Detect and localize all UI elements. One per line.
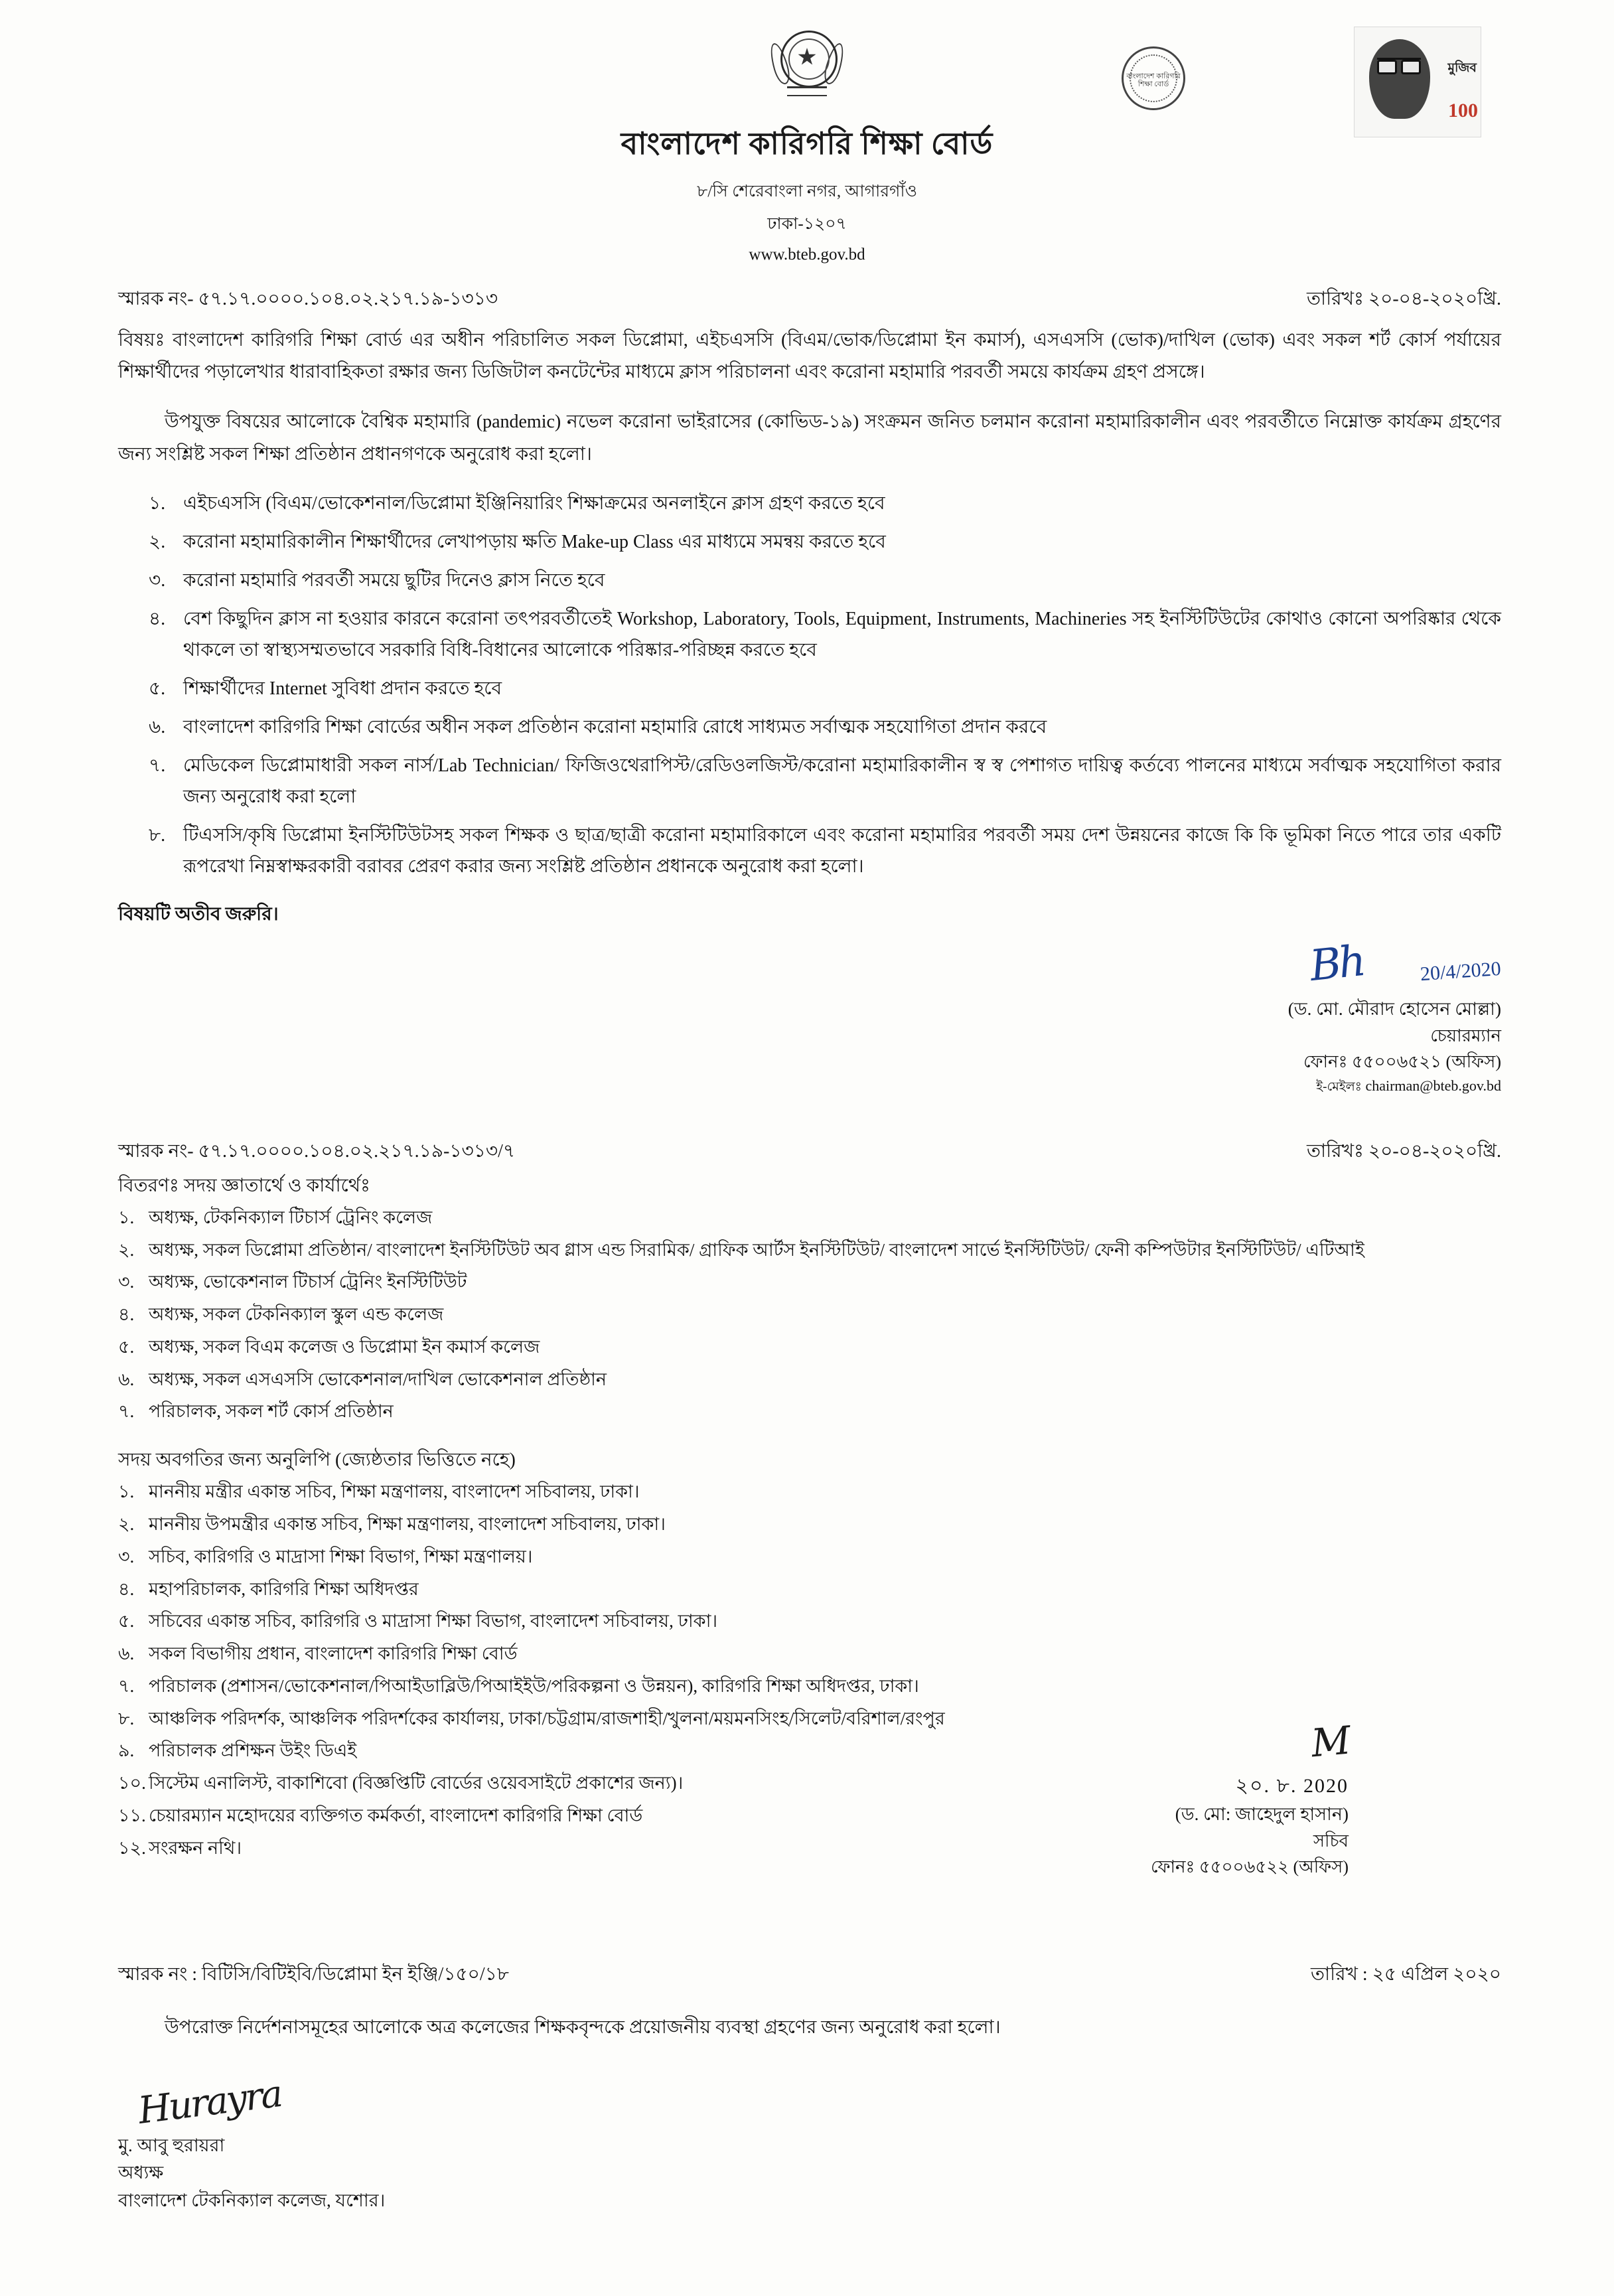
- list-item-text: সচিবের একান্ত সচিব, কারিগরি ও মাদ্রাসা শিক্ষা বিভাগ, বাংলাদেশ সচিবালয়, ঢাকা।: [149, 1611, 718, 1632]
- distribution-section: [118, 1171, 1501, 1427]
- secretary-signature-block: [118, 1713, 1501, 1880]
- chairman-name: (ড. মো. মৌরাদ হোসেন মোল্লা): [1287, 999, 1501, 1020]
- list-item-text: সংরক্ষন নথি।: [149, 1837, 242, 1858]
- website-url: www.bteb.gov.bd: [749, 246, 865, 264]
- list-item-text: অধ্যক্ষ, সকল টেকনিক্যাল স্কুল এন্ড কলেজ: [149, 1304, 444, 1325]
- list-item: [118, 1365, 1501, 1395]
- memo-date: ২০-০৪-২০২০খ্রি.: [1368, 289, 1501, 309]
- list-item-number: ৬.: [118, 1369, 135, 1389]
- footer-date-label: তারিখ :: [1311, 1963, 1368, 1985]
- address-line-2: ঢাকা-১২০৭: [767, 215, 847, 233]
- distribution-title: বিতরণঃ সদয় জ্ঞাতার্থে ও কার্যার্থেঃ: [118, 1175, 370, 1196]
- chairman-handwritten-signature: Bh: [1307, 937, 1366, 992]
- list-item-text: শিক্ষার্থীদের Internet সুবিধা প্রদান করতে হবে: [183, 678, 502, 699]
- list-item-number: ৭.: [149, 755, 166, 776]
- list-item-number: ৫.: [149, 678, 166, 699]
- memo-number-2: ৫৭.১৭.০০০০.১০৪.০২.২১৭.১৯-১৩১৩/৭: [198, 1141, 516, 1162]
- directives-list: [118, 488, 1501, 882]
- memo-label: স্মারক নং-: [118, 289, 194, 309]
- footer-date-group: [1311, 1959, 1501, 1989]
- memo-row-2: [118, 1136, 1501, 1166]
- list-item: [118, 1203, 1501, 1233]
- footer-memo-number: বিটিসি/বিটিইবি/ডিপ্লোমা ইন ইঞ্জি/১৫০/১৮: [202, 1963, 509, 1985]
- footer-date: ২৫ এপ্রিল ২০২০: [1372, 1963, 1501, 1985]
- list-item-text: আঞ্চলিক পরিদর্শক, আঞ্চলিক পরিদর্শকের কার্যালয়, ঢাকা/চট্টগ্রাম/রাজশাহী/খুলনা/ময়মনসিংহ/সিলেট/বরিশাল/রংপুর: [149, 1708, 945, 1728]
- list-item-text: চেয়ারম্যান মহোদয়ের ব্যক্তিগত কর্মকর্তা, বাংলাদেশ কারিগরি শিক্ষা বোর্ড: [149, 1805, 643, 1825]
- list-item-number: ১.: [118, 1207, 135, 1227]
- list-item-text: মাননীয় উপমন্ত্রীর একান্ত সচিব, শিক্ষা মন্ত্রণালয়, বাংলাদেশ সচিবালয়, ঢাকা।: [149, 1514, 666, 1535]
- principal-role: অধ্যক্ষ: [118, 2163, 164, 2183]
- chairman-email-label: ই-মেইলঃ: [1316, 1079, 1362, 1094]
- list-item: [149, 603, 1501, 666]
- list-item: [118, 1543, 1501, 1572]
- list-item-text: পরিচালক (প্রশাসন/ভোকেশনাল/পিআইডাব্লিউ/পিআইইউ/পরিকল্পনা ও উন্নয়ন), কারিগরি শিক্ষা অধিদপ্তর, ঢাকা।: [149, 1675, 919, 1696]
- list-item-number: ৬.: [118, 1644, 135, 1664]
- list-item-number: ৩.: [118, 1272, 135, 1292]
- chairman-email: chairman@bteb.gov.bd: [1365, 1077, 1501, 1094]
- memo-number-group-2: [118, 1136, 515, 1166]
- college-endorsement: [118, 1959, 1501, 2215]
- list-item-number: ২.: [149, 531, 166, 552]
- memo-row: [118, 284, 1501, 314]
- footer-paragraph: উপরোক্ত নির্দেশনাসমূহের আলোকে অত্র কলেজের শিক্ষকবৃন্দকে প্রয়োজনীয় ব্যবস্থা গ্রহণের জন্য অনুরোধ করা হলো।: [165, 2017, 1001, 2038]
- list-item: [118, 1672, 1501, 1701]
- list-item-number: ১.: [118, 1482, 135, 1502]
- board-seal-icon: [1122, 46, 1185, 110]
- list-item-text: অধ্যক্ষ, সকল ডিপ্লোমা প্রতিষ্ঠান/ বাংলাদেশ ইনস্টিটিউট অব গ্লাস এন্ড সিরামিক/ গ্রাফিক আর্টস ইনস্টিটিউট/ বাংলাদেশ সার্ভে ইনস্টিটিউট/ ফেনী কম্পিউটার ইনস্টিটিউট/ এটিআই: [149, 1239, 1364, 1260]
- list-item-text: মেডিকেল ডিপ্লোমাধারী সকল নার্স/Lab Technician/ ফিজিওথেরাপিস্ট/রেডিওলজিস্ট/করোনা মহামারিকালীন স্ব স্ব পেশাগত দায়িত্ব কর্তব্যে পালনের মাধ্যমে সর্বাত্মক সহযোগিতা করার জন্য অনুরোধ করা হলো: [183, 755, 1501, 807]
- list-item-number: ৪.: [149, 608, 166, 629]
- distribution-list: [118, 1203, 1501, 1426]
- list-item-text: সকল বিভাগীয় প্রধান, বাংলাদেশ কারিগরি শিক্ষা বোর্ড: [149, 1644, 518, 1664]
- list-item-text: সিস্টেম এনালিস্ট, বাকাশিবো (বিজ্ঞপ্তিটি বোর্ডের ওয়েবসাইটে প্রকাশের জন্য)।: [149, 1773, 684, 1794]
- chairman-phone: ফোনঃ ৫৫০০৬৫২১ (অফিস): [1303, 1051, 1501, 1071]
- list-item: [149, 673, 1501, 704]
- mujib-logo-label: মুজিব: [1447, 61, 1477, 75]
- list-item: [149, 488, 1501, 519]
- list-item: [118, 1397, 1501, 1426]
- memo-label-2: স্মারক নং-: [118, 1141, 194, 1162]
- footer-memo-label: স্মারক নং :: [118, 1963, 198, 1985]
- list-item-number: ৬.: [149, 716, 166, 737]
- secretary-handwritten-date: ২০. ৮. 2020: [1235, 1775, 1349, 1798]
- list-item-number: ৪.: [118, 1304, 135, 1325]
- list-item-number: ৫.: [118, 1336, 135, 1357]
- list-item-text: অধ্যক্ষ, সকল এসএসসি ভোকেশনাল/দাখিল ভোকেশনাল প্রতিষ্ঠান: [149, 1369, 607, 1389]
- list-item: [149, 526, 1501, 558]
- list-item-number: ৪.: [118, 1578, 135, 1599]
- mujib-logo-year: 100: [1448, 100, 1478, 121]
- principal-signature-block: [118, 2074, 1501, 2215]
- secretary-phone: ফোনঃ ৫৫০০৬৫২২ (অফিস): [1150, 1857, 1349, 1876]
- list-item-number: ৭.: [118, 1401, 135, 1422]
- memo-date-2: ২০-০৪-২০২০খ্রি.: [1368, 1141, 1501, 1162]
- list-item-number: ৩.: [118, 1546, 135, 1567]
- footer-memo-row: [118, 1959, 1501, 1989]
- memo-number: ৫৭.১৭.০০০০.১০৪.০২.২১৭.১৯-১৩১৩: [198, 289, 498, 309]
- list-item-text: টিএসসি/কৃষি ডিপ্লোমা ইনস্টিটিউটসহ সকল শিক্ষক ও ছাত্র/ছাত্রী করোনা মহামারিকালে এবং করোনা মহামারির পরবর্তী সময় দেশ উন্নয়নের কাজে কি কি ভূমিকা নিতে পারে তার একটি রূপরেখা নিম্নস্বাক্ষরকারী বরাবর প্রেরণ করার জন্য সংশ্লিষ্ট প্রতিষ্ঠান প্রধানকে অনুরোধ করা হলো।: [183, 824, 1501, 877]
- letter-body: [0, 284, 1614, 2215]
- list-item-number: ৫.: [118, 1611, 135, 1632]
- list-item-text: বেশ কিছুদিন ক্লাস না হওয়ার কারনে করোনা তৎপরবর্তীতেই Workshop, Laboratory, Tools, Equipment, Instruments, Machineries সহ ইনস্টিটিউটের কোথাও কোনো অপরিষ্কার থেকে থাকলে তা স্বাস্থ্যসম্মতভাবে সরকারি বিধি-বিধানের আলোকে পরিষ্কার-পরিচ্ছন্ন করতে হবে: [183, 608, 1501, 660]
- list-item: [118, 1510, 1501, 1539]
- list-item: [118, 1478, 1501, 1507]
- list-item-text: অধ্যক্ষ, টেকনিক্যাল টিচার্স ট্রেনিং কলেজ: [149, 1207, 433, 1227]
- list-item-number: ২.: [118, 1514, 135, 1535]
- board-name: বাংলাদেশ কারিগরি শিক্ষা বোর্ড: [621, 127, 993, 161]
- memo-date-group-2: [1307, 1136, 1501, 1166]
- list-item-number: ৯.: [118, 1740, 135, 1761]
- list-item-text: অধ্যক্ষ, ভোকেশনাল টিচার্স ট্রেনিং ইনস্টিটিউট: [149, 1272, 467, 1292]
- list-item: [149, 820, 1501, 882]
- list-item: [118, 1607, 1501, 1636]
- list-item: [149, 712, 1501, 743]
- principal-name: মু. আবু হুরায়রা: [118, 2135, 225, 2155]
- letterhead: [0, 0, 1614, 264]
- board-seal-text: বাংলাদেশ কারিগরি শিক্ষা বোর্ড: [1126, 72, 1181, 89]
- list-item-number: ৮.: [118, 1708, 135, 1728]
- date-label: তারিখঃ: [1307, 289, 1364, 309]
- address-line-1: ৮/সি শেরেবাংলা নগর, আগারগাঁও: [696, 183, 917, 200]
- list-item-text: পরিচালক প্রশিক্ষন উইং ডিএই: [149, 1740, 357, 1761]
- list-item-number: ৮.: [149, 824, 166, 846]
- government-emblem-icon: [771, 29, 843, 117]
- principal-institute: বাংলাদেশ টেকনিক্যাল কলেজ, যশোর।: [118, 2190, 386, 2211]
- list-item-number: ২.: [118, 1239, 135, 1260]
- chairman-email-row: [118, 1075, 1501, 1097]
- chairman-role: চেয়ারম্যান: [1430, 1026, 1501, 1045]
- list-item: [149, 565, 1501, 596]
- secretary-name: (ড. মো: জাহেদুল হাসান): [1175, 1804, 1349, 1825]
- list-item: [118, 1575, 1501, 1604]
- mujib-borsho-logo-icon: [1354, 27, 1481, 137]
- list-item: [118, 1640, 1501, 1669]
- chairman-signature-block: [118, 932, 1501, 1097]
- footer-memo-group: [118, 1959, 509, 1989]
- secretary-role: সচিব: [1313, 1831, 1349, 1851]
- list-item: [118, 1300, 1501, 1330]
- list-item-text: মহাপরিচালক, কারিগরি শিক্ষা অধিদপ্তর: [149, 1578, 419, 1599]
- copy-to-title: সদয় অবগতির জন্য অনুলিপি (জ্যেষ্ঠতার ভিত্তিতে নহে): [118, 1450, 516, 1471]
- list-item: [118, 1268, 1501, 1297]
- list-item-number: ১২.: [118, 1837, 146, 1858]
- secretary-handwritten-signature: M: [1309, 1717, 1351, 1766]
- subject-label: বিষয়ঃ: [118, 330, 165, 351]
- list-item: [118, 1236, 1501, 1265]
- list-item-text: অধ্যক্ষ, সকল বিএম কলেজ ও ডিপ্লোমা ইন কমার্স কলেজ: [149, 1336, 540, 1357]
- list-item-text: সচিব, কারিগরি ও মাদ্রাসা শিক্ষা বিভাগ, শিক্ষা মন্ত্রণালয়।: [149, 1546, 533, 1567]
- list-item-text: বাংলাদেশ কারিগরি শিক্ষা বোর্ডের অধীন সকল প্রতিষ্ঠান করোনা মহামারি রোধে সাধ্যমত সর্বাত্মক সহযোগিতা প্রদান করবে: [183, 716, 1047, 737]
- list-item-text: পরিচালক, সকল শর্ট কোর্স প্রতিষ্ঠান: [149, 1401, 394, 1422]
- list-item-number: ১০.: [118, 1773, 146, 1794]
- date-label-2: তারিখঃ: [1307, 1141, 1364, 1162]
- list-item-number: ৩.: [149, 570, 166, 591]
- list-item: [118, 1333, 1501, 1362]
- list-item-text: করোনা মহামারি পরবর্তী সময়ে ছুটির দিনেও ক্লাস নিতে হবে: [183, 570, 605, 591]
- list-item-text: মাননীয় মন্ত্রীর একান্ত সচিব, শিক্ষা মন্ত্রণালয়, বাংলাদেশ সচিবালয়, ঢাকা।: [149, 1482, 640, 1502]
- intro-paragraph: উপযুক্ত বিষয়ের আলোকে বৈশ্বিক মহামারি (pandemic) নভেল করোনা ভাইরাসের (কোভিড-১৯) সংক্রমন জনিত চলমান করোনা মহামারিকালীন এবং পরবর্তীতে নিম্নোক্ত কার্যক্রম গ্রহণের জন্য সংশ্লিষ্ট সকল শিক্ষা প্রতিষ্ঠান প্রধানগণকে অনুরোধ করা হলো।: [118, 411, 1501, 465]
- urgent-note: বিষয়টি অতীব জরুরি।: [118, 903, 279, 925]
- chairman-handwritten-date: 20/4/2020: [1420, 958, 1503, 986]
- list-item-number: ১.: [149, 493, 166, 514]
- principal-handwritten-signature: Hurayra: [135, 2072, 283, 2133]
- memo-date-group: [1307, 284, 1501, 314]
- list-item-number: ৭.: [118, 1675, 135, 1696]
- list-item-number: ১১.: [118, 1805, 146, 1825]
- list-item-text: এইচএসসি (বিএম/ভোকেশনাল/ডিপ্লোমা ইঞ্জিনিয়ারিং শিক্ষাক্রমের অনলাইনে ক্লাস গ্রহণ করতে হবে: [183, 493, 885, 514]
- list-item-text: করোনা মহামারিকালীন শিক্ষার্থীদের লেখাপড়ায় ক্ষতি Make-up Class এর মাধ্যমে সমন্বয় করতে হবে: [183, 531, 886, 552]
- memo-number-group: [118, 284, 498, 314]
- subject-text: বাংলাদেশ কারিগরি শিক্ষা বোর্ড এর অধীন পরিচালিত সকল ডিপ্লোমা, এইচএসসি (বিএম/ভোক/ডিপ্লোমা ইন কমার্স), এসএসসি (ভোক)/দাখিল (ভোক) এবং সকল শর্ট কোর্স পর্যায়ের শিক্ষার্থীদের পড়ালেখার ধারাবাহিকতা রক্ষার জন্য ডিজিটাল কনটেন্টের মাধ্যমে ক্লাস পরিচালনা এবং করোনা মহামারি পরবর্তী সময়ে কার্যক্রম গ্রহণ প্রসঙ্গে।: [118, 330, 1502, 382]
- list-item: [149, 750, 1501, 812]
- subject-paragraph: [118, 325, 1501, 388]
